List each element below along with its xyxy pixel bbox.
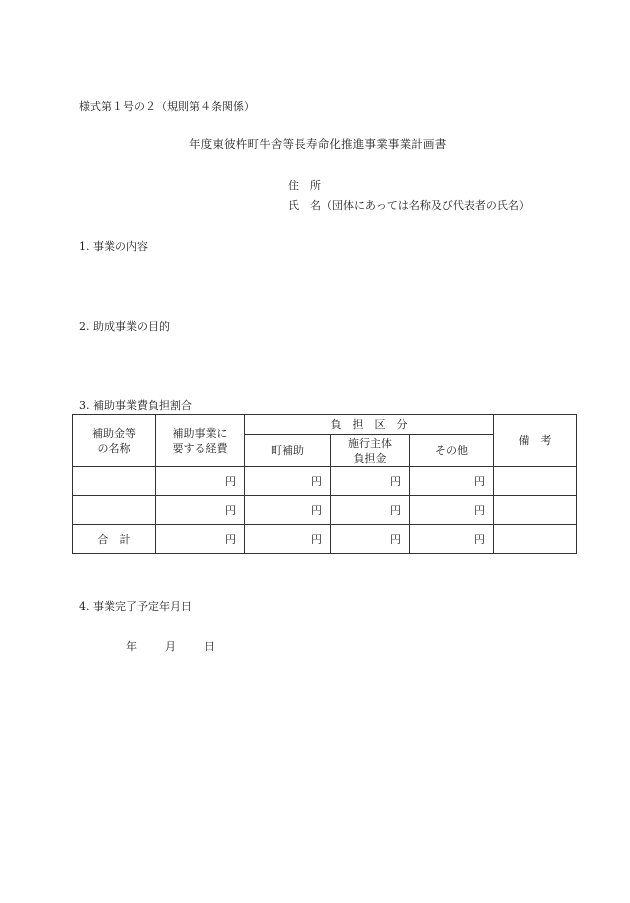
year-label: 年 — [126, 640, 137, 653]
cell-other[interactable]: 円 — [410, 496, 494, 525]
cell-name[interactable] — [73, 467, 156, 496]
cell-other[interactable]: 円 — [410, 525, 494, 554]
cell-remarks[interactable] — [494, 525, 577, 554]
header-entity-burden: 施行主体 負担金 — [331, 435, 410, 467]
section-cost-share: 3. 補助事業費負担割合 — [79, 399, 192, 412]
section-completion-date: 4. 事業完了予定年月日 — [79, 600, 192, 613]
day-label: 日 — [204, 640, 215, 653]
cell-cost[interactable]: 円 — [156, 467, 245, 496]
header-other: その他 — [410, 435, 494, 467]
name-label: 氏 名（団体にあっては名称及び代表者の氏名） — [288, 199, 530, 212]
address-label: 住 所 — [288, 179, 321, 192]
table-header-row — [73, 415, 577, 435]
header-town-subsidy: 町補助 — [245, 435, 331, 467]
cell-remarks[interactable] — [494, 467, 577, 496]
cost-share-table — [72, 414, 577, 554]
cell-town[interactable]: 円 — [245, 525, 331, 554]
cell-entity[interactable]: 円 — [331, 467, 410, 496]
cell-other[interactable]: 円 — [410, 467, 494, 496]
header-remarks: 備 考 — [494, 415, 577, 467]
completion-date — [126, 638, 215, 654]
cell-town[interactable]: 円 — [245, 467, 331, 496]
section-purpose: 2. 助成事業の目的 — [79, 320, 170, 333]
cell-cost[interactable]: 円 — [156, 525, 245, 554]
section-project-content: 1. 事業の内容 — [79, 240, 148, 253]
table-total-row — [73, 525, 577, 554]
month-label: 月 — [165, 640, 176, 653]
cell-town[interactable]: 円 — [245, 496, 331, 525]
cell-remarks[interactable] — [494, 496, 577, 525]
header-project-cost: 補助事業に 要する経費 — [156, 415, 245, 467]
form-number: 様式第１号の２（規則第４条関係） — [79, 100, 255, 113]
cell-entity[interactable]: 円 — [331, 525, 410, 554]
table-row — [73, 496, 577, 525]
total-label: 合 計 — [73, 525, 156, 554]
table-row — [73, 467, 577, 496]
cell-entity[interactable]: 円 — [331, 496, 410, 525]
cell-cost[interactable]: 円 — [156, 496, 245, 525]
document-title: 年度東彼杵町牛舎等長寿命化推進事業事業計画書 — [189, 137, 447, 151]
header-subsidy-name: 補助金等 の名称 — [73, 415, 156, 467]
cell-name[interactable] — [73, 496, 156, 525]
header-burden-category: 負 担 区 分 — [245, 415, 494, 435]
